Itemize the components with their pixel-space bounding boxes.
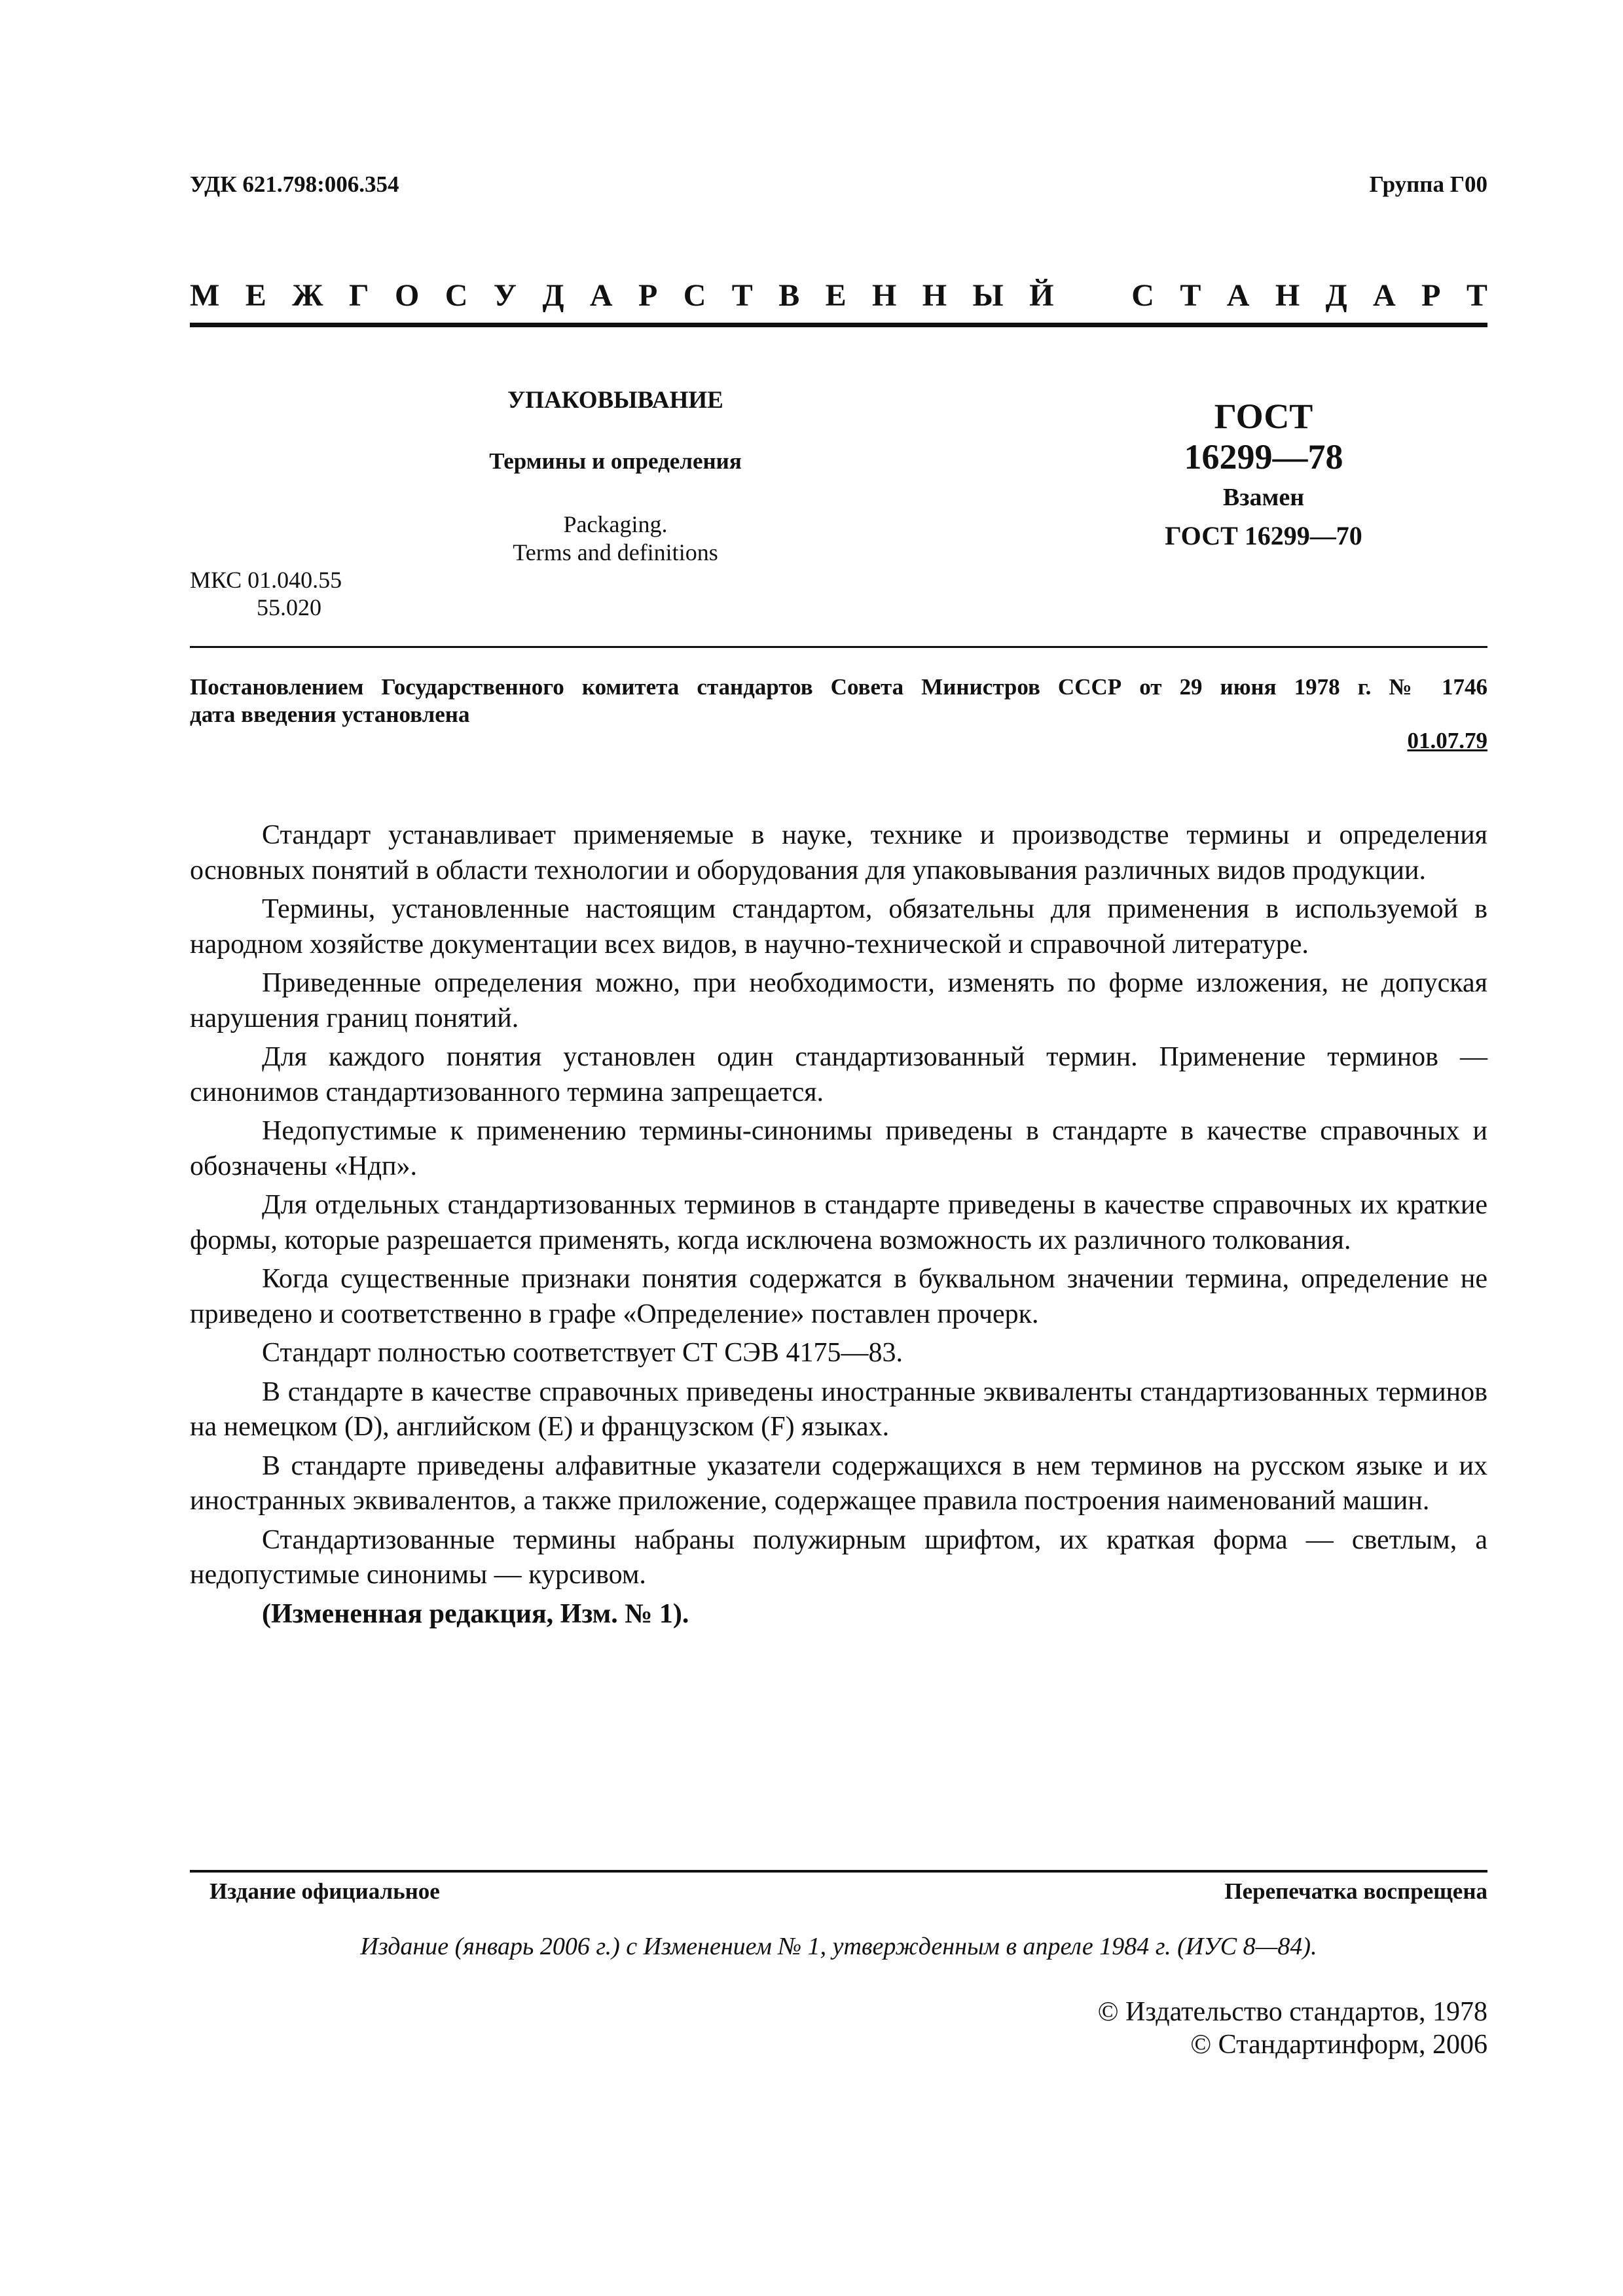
introduction-date-label: дата введения установлена [190, 702, 470, 727]
standard-title: УПАКОВЫВАНИЕ [507, 387, 723, 414]
header-rule [190, 323, 1487, 327]
paragraph: Когда существенные признаки понятия содержатся в буквальном значении термина, определение не приведено и соответственно в графе «Определение» поставлен прочерк. [190, 1264, 1487, 1329]
banner-letter: У [493, 278, 517, 313]
introduction-date: 01.07.79 [1407, 728, 1487, 753]
banner-letter: Г [349, 278, 369, 313]
paragraph: Стандарт полностью соответствует СТ СЭВ 4175—83. [262, 1338, 903, 1368]
mks-code-2: 55.020 [257, 594, 321, 620]
banner-letter: Д [1325, 278, 1347, 313]
english-title-line2: Terms and definitions [513, 539, 718, 565]
banner-letter: Ж [292, 278, 323, 313]
banner-letter: Й [1029, 278, 1054, 313]
banner-letter: В [778, 278, 800, 313]
replaces-label: Взамен [1222, 484, 1305, 511]
banner-letter: Р [638, 278, 658, 313]
copyright-line-2: © Стандартинформ, 2006 [1190, 2030, 1487, 2060]
title-rule [190, 646, 1487, 648]
banner-letter: Ы [972, 278, 1004, 313]
interstate-standard-banner [190, 272, 1487, 318]
paragraph: Стандарт устанавливает применяемые в науке, технике и производстве термины и определения основных понятий в области технологии и оборудования для упаковывания различных видов продукции. [190, 820, 1487, 886]
banner-letter: С [1131, 278, 1154, 313]
banner-letter: С [683, 278, 706, 313]
banner-letter: Д [542, 278, 564, 313]
official-edition-label: Издание официальное [210, 1878, 440, 1904]
edition-note: Издание (январь 2006 г.) с Изменением № 1, утвержденным в апреле 1984 г. (ИУС 8—84). [360, 1933, 1317, 1960]
banner-letter: Т [1466, 278, 1487, 313]
banner-letter: Н [872, 278, 897, 313]
banner-letter: С [445, 278, 468, 313]
banner-letter: Е [825, 278, 847, 313]
paragraph: Приведенные определения можно, при необходимости, изменять по форме изложения, не допуская нарушения границ понятий. [190, 968, 1487, 1033]
banner-letter: А [1226, 278, 1250, 313]
banner-letter: Т [731, 278, 753, 313]
banner-letter: О [394, 278, 420, 313]
preamble-body [190, 818, 1487, 1636]
reprint-prohibited-label: Перепечатка воспрещена [1224, 1878, 1487, 1904]
paragraph: Недопустимые к применению термины-синонимы приведены в стандарте в качестве справочных и обозначены «Ндп». [190, 1116, 1487, 1181]
footer-rule [190, 1870, 1487, 1873]
replaced-standard: ГОСТ 16299—70 [1165, 521, 1362, 550]
standard-subtitle: Термины и определения [489, 448, 742, 474]
paragraph: Стандартизованные термины набраны полужирным шрифтом, их краткая форма — светлым, а недопустимые синонимы — курсивом. [190, 1524, 1487, 1590]
gost-number: 16299—78 [1184, 437, 1343, 476]
banner-letter: Н [1275, 278, 1300, 313]
banner-letter: Р [1421, 278, 1441, 313]
english-title-line1: Packaging. [563, 511, 668, 537]
banner-letter: Н [922, 278, 947, 313]
banner-letter: М [190, 278, 220, 313]
paragraph: Термины, установленные настоящим стандартом, обязательны для применения в используемой в народном хозяйстве документации всех видов, в научно-технической и справочной литературе. [190, 894, 1487, 960]
decree-text: Постановлением Государственного комитета стандартов Совета Министров СССР от 29 июня 1978 г. № 1746 [190, 674, 1487, 700]
mks-code-1: МКС 01.040.55 [190, 567, 342, 593]
banner-letter: Т [1180, 278, 1201, 313]
paragraph: Для отдельных стандартизованных терминов в стандарте приведены в качестве справочных их краткие формы, которые разрешается применять, когда исключена возможность их различного толкования. [190, 1190, 1487, 1255]
group-code: Группа Г00 [1369, 171, 1487, 197]
gost-label: ГОСТ [1214, 397, 1313, 436]
amendment-note: (Измененная редакция, Изм. № 1). [262, 1598, 689, 1629]
paragraph: Для каждого понятия установлен один стандартизованный термин. Применение терминов — синонимов стандартизованного термина запрещается. [190, 1042, 1487, 1107]
banner-letter: А [1373, 278, 1396, 313]
udk-code: УДК 621.798:006.354 [190, 171, 399, 197]
paragraph: В стандарте приведены алфавитные указатели содержащихся в нем терминов на русском языке и их иностранных эквивалентов, а также приложение, содержащее правила построения наименований машин. [190, 1450, 1487, 1516]
copyright-line-1: © Издательство стандартов, 1978 [1097, 1997, 1487, 2027]
paragraph: В стандарте в качестве справочных приведены иностранные эквиваленты стандартизованных терминов на немецком (D), английском (E) и французском (F) языках. [190, 1376, 1487, 1442]
banner-letter: А [589, 278, 613, 313]
banner-letter: Е [245, 278, 266, 313]
